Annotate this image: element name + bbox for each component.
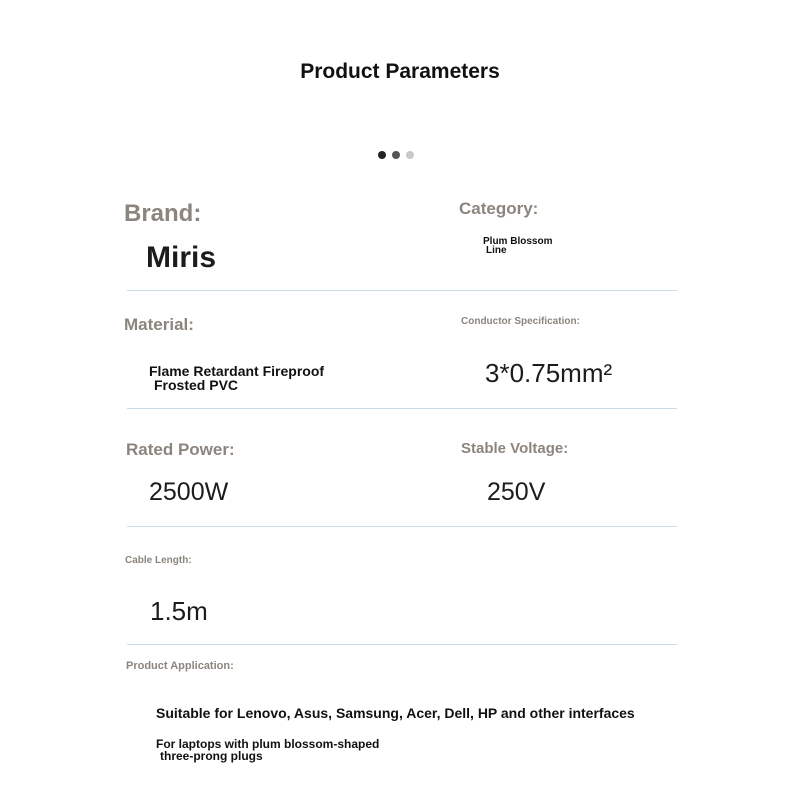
application-note-line2: three-prong plugs bbox=[160, 749, 263, 763]
category-value-line1: Plum Blossom bbox=[483, 236, 553, 247]
material-value-line1: Flame Retardant Fireproof bbox=[149, 363, 325, 379]
material-value-line2: Frosted PVC bbox=[154, 377, 239, 393]
category-value bbox=[483, 237, 552, 255]
page-title: Product Parameters bbox=[300, 60, 500, 83]
carousel-indicator bbox=[378, 151, 414, 159]
material-label: Material: bbox=[124, 315, 194, 334]
stable-voltage-label: Stable Voltage: bbox=[461, 440, 569, 457]
carousel-dot[interactable] bbox=[406, 151, 414, 159]
divider bbox=[127, 644, 677, 645]
application-note-line1: For laptops with plum blossom-shaped bbox=[156, 737, 380, 751]
material-value bbox=[149, 364, 324, 392]
divider bbox=[127, 408, 677, 409]
brand-value: Miris bbox=[146, 241, 217, 274]
rated-power-label: Rated Power: bbox=[126, 440, 235, 459]
divider bbox=[127, 526, 677, 527]
cable-length-value: 1.5m bbox=[150, 596, 208, 626]
application-value: Suitable for Lenovo, Asus, Samsung, Acer, Dell, HP and other interfaces bbox=[156, 705, 635, 721]
carousel-dot[interactable] bbox=[378, 151, 386, 159]
category-label: Category: bbox=[459, 199, 539, 218]
rated-power-value: 2500W bbox=[149, 478, 229, 506]
category-value-line2: Line bbox=[486, 245, 507, 256]
conductor-label: Conductor Specification: bbox=[461, 316, 580, 327]
carousel-dot[interactable] bbox=[392, 151, 400, 159]
divider bbox=[127, 290, 677, 291]
application-note bbox=[156, 738, 379, 762]
application-label: Product Application: bbox=[126, 660, 234, 672]
stable-voltage-value: 250V bbox=[487, 478, 546, 506]
brand-label: Brand: bbox=[124, 200, 202, 227]
conductor-value: 3*0.75mm² bbox=[485, 358, 613, 388]
cable-length-label: Cable Length: bbox=[125, 555, 192, 566]
